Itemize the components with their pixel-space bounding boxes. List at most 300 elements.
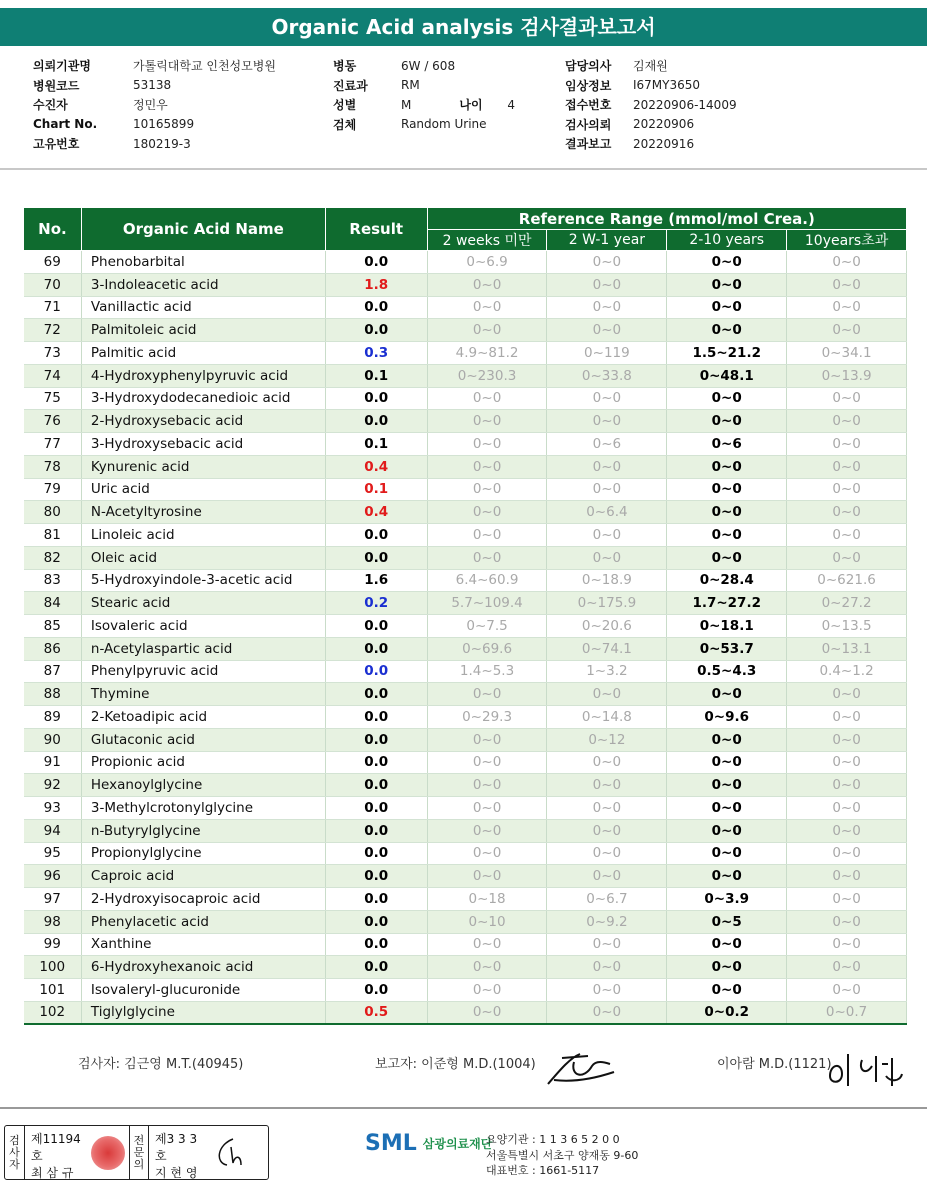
reference-range: 0~9.6: [667, 706, 787, 729]
reference-range: 1~3.2: [547, 660, 667, 683]
institution-code: 요양기관 : 1 1 3 6 5 2 0 0: [486, 1133, 620, 1146]
result-value: 0.0: [325, 319, 427, 342]
row-number: 92: [24, 774, 82, 797]
reference-range: 0~621.6: [787, 569, 907, 592]
acid-name: Phenylacetic acid: [81, 910, 325, 933]
reference-range: 0~0: [547, 797, 667, 820]
table-row: [24, 364, 907, 387]
table-row: [24, 592, 907, 615]
seal-stamp: [91, 1136, 125, 1170]
info-label: 병원코드: [33, 78, 80, 93]
acid-name: 3-Indoleacetic acid: [81, 273, 325, 296]
reference-range: 0~230.3: [427, 364, 547, 387]
reference-range: 0~0: [427, 478, 547, 501]
info-row: [33, 76, 276, 96]
acid-name: Caproic acid: [81, 865, 325, 888]
table-row: [24, 956, 907, 979]
acid-name: Vanillactic acid: [81, 296, 325, 319]
acid-name: 6-Hydroxyhexanoic acid: [81, 956, 325, 979]
reference-range: 0~53.7: [667, 637, 787, 660]
acid-name: Palmitic acid: [81, 342, 325, 365]
reference-range: 0~0: [667, 546, 787, 569]
reference-range: 0~0: [667, 501, 787, 524]
reference-range: 0~0: [547, 956, 667, 979]
result-value: 0.0: [325, 546, 427, 569]
row-number: 89: [24, 706, 82, 729]
cert-name-specialist: 지 현 영: [155, 1166, 198, 1180]
reference-range: 0~0: [667, 797, 787, 820]
reference-range: 0~0: [427, 455, 547, 478]
row-number: 97: [24, 888, 82, 911]
examiner-signature-label: 검사자: 김근영 M.T.(40945): [78, 1057, 244, 1072]
info-value: 10165899: [133, 117, 195, 132]
reference-range: 0~0: [787, 251, 907, 274]
certification-box: [4, 1125, 269, 1180]
reference-range: 0~69.6: [427, 637, 547, 660]
acid-name: Hexanoylglycine: [81, 774, 325, 797]
reference-range: 0~6.9: [427, 251, 547, 274]
acid-name: Uric acid: [81, 478, 325, 501]
info-value: 180219-3: [133, 136, 191, 151]
reference-range: 0~6.4: [547, 501, 667, 524]
info-row: [33, 95, 276, 115]
reference-range: 0~0: [427, 728, 547, 751]
row-number: 69: [24, 251, 82, 274]
info-value: 20220906-14009: [633, 97, 737, 112]
result-value: 0.0: [325, 296, 427, 319]
result-value: 0.0: [325, 956, 427, 979]
table-row: [24, 842, 907, 865]
reference-range: 0~0: [427, 933, 547, 956]
reference-range: 0~0: [787, 546, 907, 569]
reference-range: 1.7~27.2: [667, 592, 787, 615]
specialist-signature-mark: [211, 1133, 247, 1173]
reference-range: 0~0: [427, 842, 547, 865]
reference-range: 0~0.7: [787, 1001, 907, 1024]
reference-range: 1.4~5.3: [427, 660, 547, 683]
acid-name: Propionic acid: [81, 751, 325, 774]
info-label: 검사의뢰: [565, 117, 612, 132]
table-row: [24, 319, 907, 342]
reference-range: 0~0: [547, 273, 667, 296]
table-row: [24, 501, 907, 524]
acid-name: 2-Hydroxyisocaproic acid: [81, 888, 325, 911]
info-row: [565, 56, 737, 76]
row-number: 91: [24, 751, 82, 774]
info-row: [333, 76, 515, 96]
table-row: [24, 660, 907, 683]
table-row: [24, 819, 907, 842]
result-value: 0.0: [325, 979, 427, 1002]
reference-range: 0.5~4.3: [667, 660, 787, 683]
cert-label-specialist: 전 문 의: [129, 1126, 149, 1179]
reference-range: 0~0: [787, 910, 907, 933]
age-label: 나이: [459, 98, 483, 113]
reference-range: 0~0: [787, 979, 907, 1002]
result-value: 0.0: [325, 933, 427, 956]
reference-range: 0~0: [427, 319, 547, 342]
reporter-signature-mark: [540, 1040, 620, 1090]
reference-range: 0~0: [667, 933, 787, 956]
table-row: [24, 637, 907, 660]
reference-range: 0~0: [427, 433, 547, 456]
acid-name: Glutaconic acid: [81, 728, 325, 751]
result-value: 0.4: [325, 455, 427, 478]
reference-range: 0~0: [547, 683, 667, 706]
info-value: 20220916: [633, 136, 695, 151]
row-number: 76: [24, 410, 82, 433]
reference-range: 0~0: [667, 387, 787, 410]
patient-info-right: [565, 56, 737, 154]
result-value: 0.0: [325, 888, 427, 911]
acid-name: Xanthine: [81, 933, 325, 956]
reference-range: 0~28.4: [667, 569, 787, 592]
reference-range: 0~27.2: [787, 592, 907, 615]
reference-range: 0~0: [427, 410, 547, 433]
table-row: [24, 615, 907, 638]
reference-range: 0~0: [547, 319, 667, 342]
reference-range: 0~0: [547, 774, 667, 797]
cert-no-examiner: 제11194호: [31, 1132, 81, 1163]
reference-range: 0~0: [787, 387, 907, 410]
reference-range: 0~0: [427, 956, 547, 979]
info-row: [565, 76, 737, 96]
sml-logo: [365, 1131, 492, 1156]
reference-range: 0~29.3: [427, 706, 547, 729]
result-value: 0.0: [325, 728, 427, 751]
header-range-3: 2-10 years: [667, 230, 787, 251]
reference-range: 0~0: [547, 251, 667, 274]
info-row: [33, 56, 276, 76]
results-body: [24, 251, 907, 1025]
reference-range: 0~0: [787, 933, 907, 956]
info-label: 임상정보: [565, 78, 612, 93]
reference-range: 0~0: [427, 819, 547, 842]
reference-range: 0~0: [787, 774, 907, 797]
result-value: 0.2: [325, 592, 427, 615]
reference-range: 0~13.5: [787, 615, 907, 638]
reference-range: 0~0: [667, 478, 787, 501]
row-number: 93: [24, 797, 82, 820]
acid-name: Stearic acid: [81, 592, 325, 615]
acid-name: 2-Hydroxysebacic acid: [81, 410, 325, 433]
info-value: Random Urine: [401, 117, 487, 132]
reference-range: 0~119: [547, 342, 667, 365]
reference-range: 0~6: [547, 433, 667, 456]
row-number: 70: [24, 273, 82, 296]
info-row: [565, 115, 737, 135]
reference-range: 0~0: [427, 797, 547, 820]
table-row: [24, 387, 907, 410]
info-label: 결과보고: [565, 137, 612, 152]
result-value: 0.5: [325, 1001, 427, 1024]
reference-range: 0~0: [427, 683, 547, 706]
info-value: M: [401, 97, 412, 112]
reference-range: 0~0: [427, 979, 547, 1002]
result-value: 0.0: [325, 751, 427, 774]
result-value: 1.6: [325, 569, 427, 592]
acid-name: Propionylglycine: [81, 842, 325, 865]
reference-range: 0~0: [547, 410, 667, 433]
row-number: 81: [24, 524, 82, 547]
info-row: [33, 115, 276, 135]
reference-range: 0~18: [427, 888, 547, 911]
table-row: [24, 933, 907, 956]
reference-range: 0~0: [547, 478, 667, 501]
row-number: 87: [24, 660, 82, 683]
acid-name: Thymine: [81, 683, 325, 706]
patient-info-mid: [333, 56, 515, 134]
table-row: [24, 569, 907, 592]
reference-range: 0~0: [547, 819, 667, 842]
institution-phone: 대표번호 : 1661-5117: [486, 1164, 600, 1177]
acid-name: 5-Hydroxyindole-3-acetic acid: [81, 569, 325, 592]
acid-name: Linoleic acid: [81, 524, 325, 547]
acid-name: Palmitoleic acid: [81, 319, 325, 342]
institution-street: 서울특별시 서초구 양재동 9-60: [486, 1148, 639, 1162]
info-value: 김재원: [633, 59, 668, 74]
row-number: 95: [24, 842, 82, 865]
reference-range: 0~74.1: [547, 637, 667, 660]
row-number: 71: [24, 296, 82, 319]
result-value: 0.0: [325, 251, 427, 274]
reference-range: 0~0: [667, 251, 787, 274]
result-value: 0.4: [325, 501, 427, 524]
acid-name: 3-Hydroxydodecanedioic acid: [81, 387, 325, 410]
acid-name: n-Acetylaspartic acid: [81, 637, 325, 660]
reference-range: 0~0: [547, 933, 667, 956]
row-number: 72: [24, 319, 82, 342]
reference-range: 0~0: [787, 524, 907, 547]
result-value: 0.3: [325, 342, 427, 365]
table-row: [24, 706, 907, 729]
reference-range: 0~0: [787, 888, 907, 911]
info-value: 6W / 608: [401, 58, 456, 73]
reference-range: 0~9.2: [547, 910, 667, 933]
acid-name: 4-Hydroxyphenylpyruvic acid: [81, 364, 325, 387]
reference-range: 0~6: [667, 433, 787, 456]
result-value: 0.0: [325, 615, 427, 638]
reference-range: 0~175.9: [547, 592, 667, 615]
acid-name: Kynurenic acid: [81, 455, 325, 478]
table-row: [24, 751, 907, 774]
info-value: I67MY3650: [633, 78, 701, 93]
result-value: 0.1: [325, 433, 427, 456]
reference-range: 0~18.1: [667, 615, 787, 638]
reference-range: 0~34.1: [787, 342, 907, 365]
reference-range: 0~0: [667, 273, 787, 296]
info-label: Chart No.: [33, 117, 98, 132]
institution-address: [486, 1132, 638, 1179]
reference-range: 0~13.1: [787, 637, 907, 660]
results-table: [23, 207, 907, 1025]
reference-range: 0~0: [427, 524, 547, 547]
row-number: 77: [24, 433, 82, 456]
reference-range: 0~0: [427, 387, 547, 410]
result-value: 0.0: [325, 819, 427, 842]
reference-range: 0~5: [667, 910, 787, 933]
row-number: 86: [24, 637, 82, 660]
row-number: 99: [24, 933, 82, 956]
reference-range: 0~0: [787, 842, 907, 865]
table-row: [24, 910, 907, 933]
reference-range: 0~0: [667, 319, 787, 342]
info-row: [33, 134, 276, 154]
patient-info-left: [33, 56, 276, 154]
header-name: Organic Acid Name: [81, 208, 325, 251]
result-value: 0.0: [325, 660, 427, 683]
reference-range: 0~0: [547, 546, 667, 569]
row-number: 79: [24, 478, 82, 501]
reference-range: 0~0: [667, 819, 787, 842]
reference-range: 0~0: [667, 751, 787, 774]
result-value: 0.0: [325, 387, 427, 410]
row-number: 80: [24, 501, 82, 524]
reference-range: 0~0: [787, 501, 907, 524]
reference-range: 0~0: [547, 751, 667, 774]
reference-range: 0~0: [667, 728, 787, 751]
acid-name: 3-Hydroxysebacic acid: [81, 433, 325, 456]
reference-range: 0~0: [547, 387, 667, 410]
reference-range: 0~0: [667, 979, 787, 1002]
row-number: 84: [24, 592, 82, 615]
reference-range: 0~0: [787, 797, 907, 820]
reference-range: 0~0: [547, 842, 667, 865]
reference-range: 0~0: [547, 296, 667, 319]
reference-range: 0~0: [667, 296, 787, 319]
acid-name: 2-Ketoadipic acid: [81, 706, 325, 729]
report-title: Organic Acid analysis 검사결과보고서: [0, 8, 927, 46]
reference-range: 0~0: [667, 842, 787, 865]
row-number: 78: [24, 455, 82, 478]
reference-range: 0~6.7: [547, 888, 667, 911]
header-range-1: 2 weeks 미만: [427, 230, 547, 251]
reference-range: 0~0: [787, 865, 907, 888]
info-row: [565, 95, 737, 115]
reference-range: 0~0: [787, 273, 907, 296]
table-row: [24, 433, 907, 456]
table-row: [24, 683, 907, 706]
reference-range: 0~0: [667, 455, 787, 478]
result-value: 0.0: [325, 774, 427, 797]
info-value: 정민우: [133, 98, 168, 113]
reference-range: 0~0: [427, 1001, 547, 1024]
reference-range: 0~0: [427, 296, 547, 319]
info-label: 진료과: [333, 78, 368, 93]
row-number: 98: [24, 910, 82, 933]
reference-range: 0~13.9: [787, 364, 907, 387]
info-label: 담당의사: [565, 59, 612, 74]
reference-range: 0~0: [787, 296, 907, 319]
logo-text: SML: [365, 1131, 417, 1156]
row-number: 90: [24, 728, 82, 751]
result-value: 0.1: [325, 364, 427, 387]
reference-range: 0~0: [787, 956, 907, 979]
header-reference: Reference Range (mmol/mol Crea.): [427, 208, 906, 230]
info-row: [565, 134, 737, 154]
reference-range: 1.5~21.2: [667, 342, 787, 365]
row-number: 94: [24, 819, 82, 842]
acid-name: Isovaleric acid: [81, 615, 325, 638]
row-number: 75: [24, 387, 82, 410]
cert-no-specialist: 제3 3 3 호: [155, 1132, 198, 1163]
result-value: 1.8: [325, 273, 427, 296]
table-row: [24, 455, 907, 478]
reference-range: 0~18.9: [547, 569, 667, 592]
cert-label-examiner: 검 사 자: [5, 1126, 25, 1179]
reference-range: 0~14.8: [547, 706, 667, 729]
table-row: [24, 979, 907, 1002]
reference-range: 0~0: [787, 728, 907, 751]
result-value: 0.0: [325, 410, 427, 433]
table-row: [24, 273, 907, 296]
table-row: [24, 410, 907, 433]
info-label: 의뢰기관명: [33, 59, 91, 74]
reference-range: 0~0: [547, 979, 667, 1002]
age-value: 4: [507, 97, 515, 112]
reference-range: 0~0: [547, 524, 667, 547]
reference-range: 0~33.8: [547, 364, 667, 387]
reference-range: 0~0: [427, 751, 547, 774]
table-row: [24, 1001, 907, 1024]
reporter-signature-label: 보고자: 이준형 M.D.(1004): [375, 1057, 536, 1072]
info-value: 가톨릭대학교 인천성모병원: [133, 59, 276, 74]
info-label: 병동: [333, 59, 357, 74]
acid-name: Isovaleryl-glucuronide: [81, 979, 325, 1002]
reference-range: 0~3.9: [667, 888, 787, 911]
reference-range: 0~0: [667, 774, 787, 797]
result-value: 0.1: [325, 478, 427, 501]
info-value: 20220906: [633, 117, 695, 132]
result-value: 0.0: [325, 842, 427, 865]
reference-range: 0.4~1.2: [787, 660, 907, 683]
reference-range: 0~0: [667, 865, 787, 888]
row-number: 74: [24, 364, 82, 387]
result-value: 0.0: [325, 706, 427, 729]
doctor-signature-mark: [826, 1046, 906, 1090]
row-number: 82: [24, 546, 82, 569]
reference-range: 0~0: [547, 455, 667, 478]
reference-range: 0~0: [667, 683, 787, 706]
acid-name: 3-Methylcrotonylglycine: [81, 797, 325, 820]
header-range-2: 2 W-1 year: [547, 230, 667, 251]
row-number: 83: [24, 569, 82, 592]
reference-range: 0~0: [787, 455, 907, 478]
reference-range: 0~20.6: [547, 615, 667, 638]
reference-range: 0~0: [427, 501, 547, 524]
table-row: [24, 774, 907, 797]
row-number: 100: [24, 956, 82, 979]
reference-range: 0~0: [787, 319, 907, 342]
footer-divider: [0, 1107, 927, 1109]
reference-range: 0~0: [787, 819, 907, 842]
doctor-signature-label: 이아람 M.D.(1121): [717, 1057, 832, 1072]
table-row: [24, 888, 907, 911]
info-label: 고유번호: [33, 137, 80, 152]
info-label: 검체: [333, 117, 357, 132]
result-value: 0.0: [325, 865, 427, 888]
result-value: 0.0: [325, 910, 427, 933]
table-row: [24, 865, 907, 888]
table-row: [24, 478, 907, 501]
result-value: 0.0: [325, 683, 427, 706]
table-row: [24, 342, 907, 365]
table-row: [24, 524, 907, 547]
result-value: 0.0: [325, 637, 427, 660]
row-number: 88: [24, 683, 82, 706]
reference-range: 0~0.2: [667, 1001, 787, 1024]
reference-range: 0~10: [427, 910, 547, 933]
